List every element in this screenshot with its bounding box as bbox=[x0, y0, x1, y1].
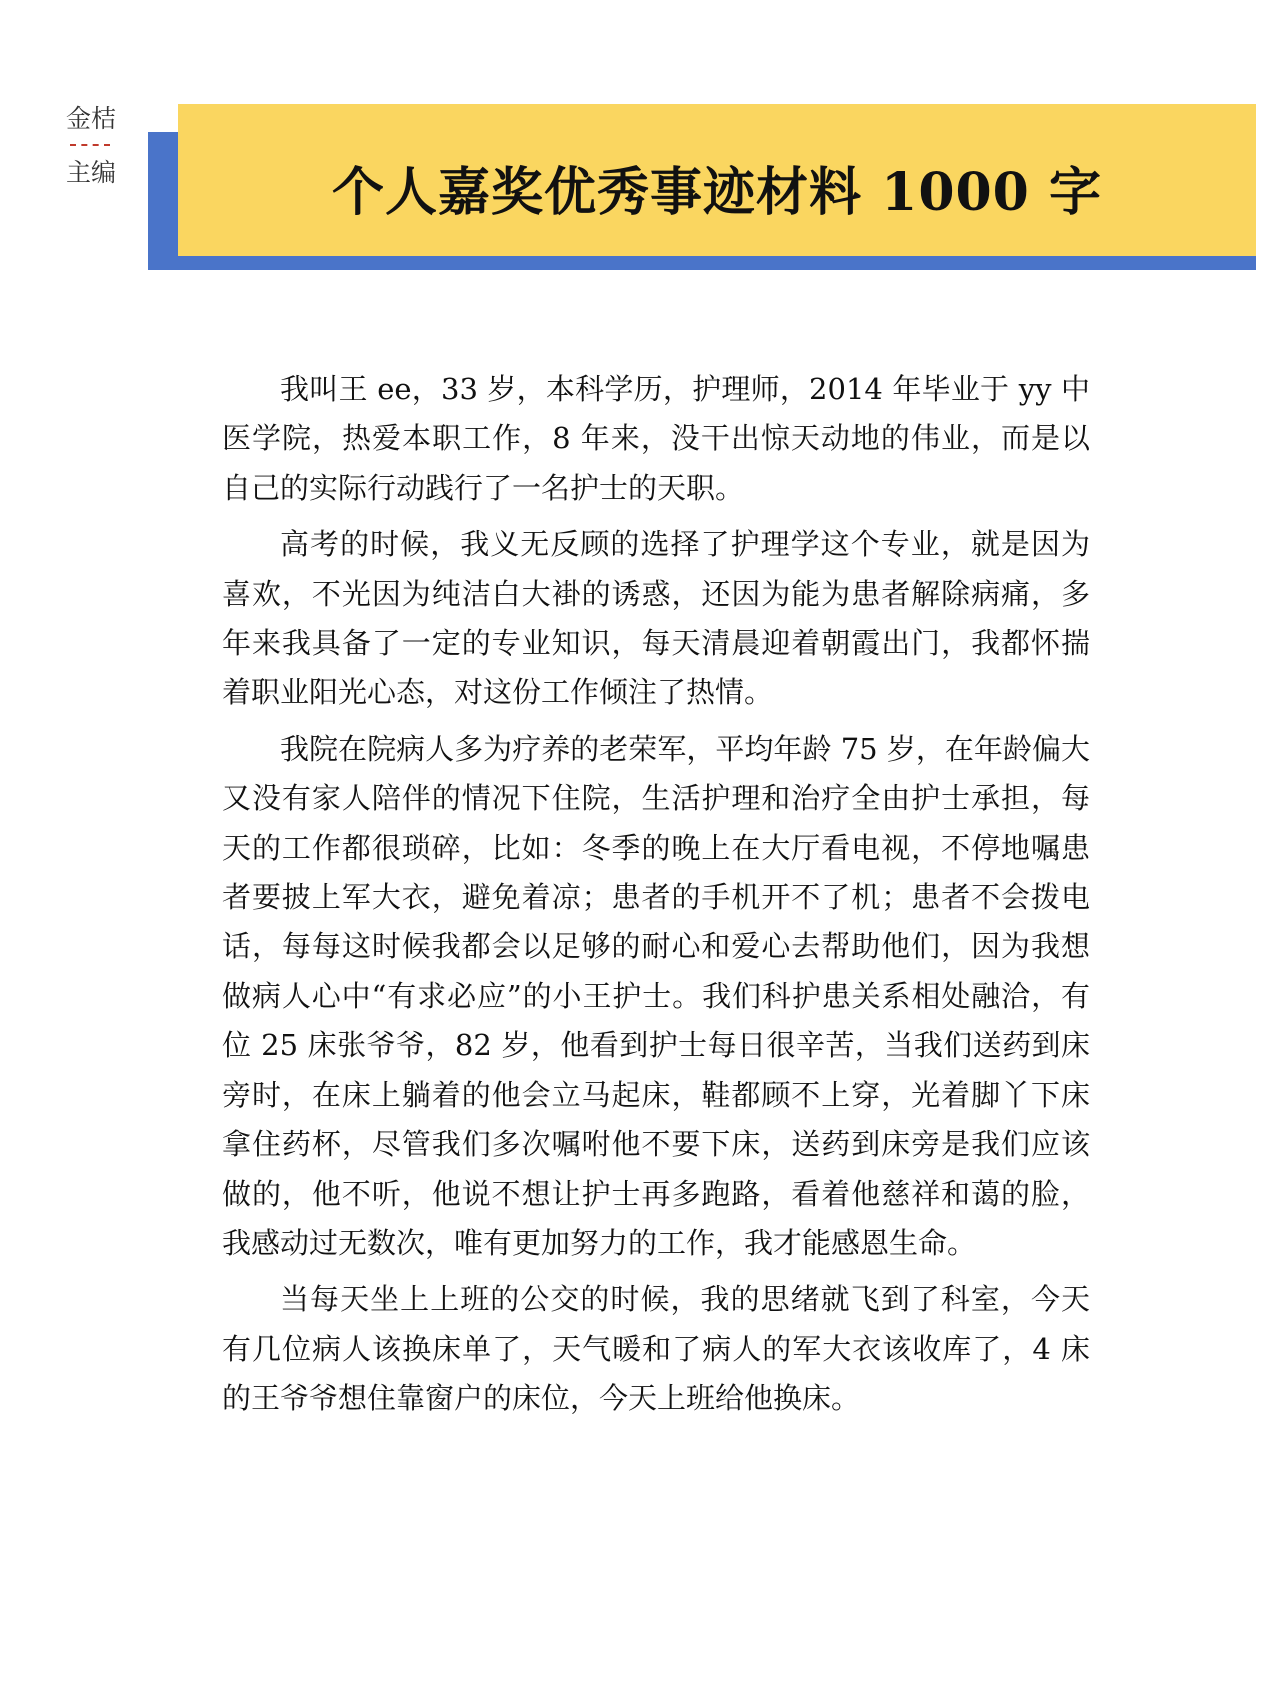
paragraph-2: 高考的时候，我义无反顾的选择了护理学这个专业，就是因为喜欢，不光因为纯洁白大褂的诱惑，还因为能为患者解除病痛，多年来我具备了一定的专业知识，每天清晨迎着朝霞出门，我都怀揣着职业阳光心态，对这份工作倾注了热情。 bbox=[222, 527, 1090, 710]
article-body bbox=[222, 365, 1090, 1431]
paragraph-4: 当每天坐上上班的公交的时候，我的思绪就飞到了科室，今天有几位病人该换床单了，天气暖和了病人的军大衣该收库了，4 床的王爷爷想住靠窗户的床位，今天上班给他换床。 bbox=[222, 1282, 1090, 1416]
sidebar-line-2: 主编 bbox=[66, 158, 117, 187]
title-banner bbox=[178, 104, 1256, 256]
page-title: 个人嘉奖优秀事迹材料 1000 字 bbox=[332, 161, 1102, 223]
paragraph-1: 我叫王 ee，33 岁，本科学历，护理师，2014 年毕业于 yy 中医学院，热爱本职工作，8 年来，没干出惊天动地的伟业，而是以自己的实际行动践行了一名护士的天职。 bbox=[222, 372, 1090, 505]
sidebar-line-1: 金桔 bbox=[66, 104, 117, 133]
paragraph-3: 我院在院病人多为疗养的老荣军，平均年龄 75 岁，在年龄偏大又没有家人陪伴的情况下住院，生活护理和治疗全由护士承担，每天的工作都很琐碎，比如：冬季的晚上在大厅看电视，不停地嘱患者要披上军大衣，避免着凉；患者的手机开不了机；患者不会拨电话，每每这时候我都会以足够的耐心和爱心去帮助他们，因为我想做病人心中“有求必应”的小王护士。我们科护患关系相处融洽，有位 25 床张爷爷，82 岁，他看到护士每日很辛苦，当我们送药到床旁时，在床上躺着的他会立马起床，鞋都顾不上穿，光着脚丫下床拿住药杯，尽管我们多次嘱咐他不要下床，送药到床旁是我们应该做的，他不听，他说不想让护士再多跑路，看着他慈祥和蔼的脸，我感动过无数次，唯有更加努力的工作，我才能感恩生命。 bbox=[222, 731, 1090, 1260]
sidebar-divider bbox=[70, 144, 110, 146]
sidebar-meta bbox=[66, 104, 126, 188]
